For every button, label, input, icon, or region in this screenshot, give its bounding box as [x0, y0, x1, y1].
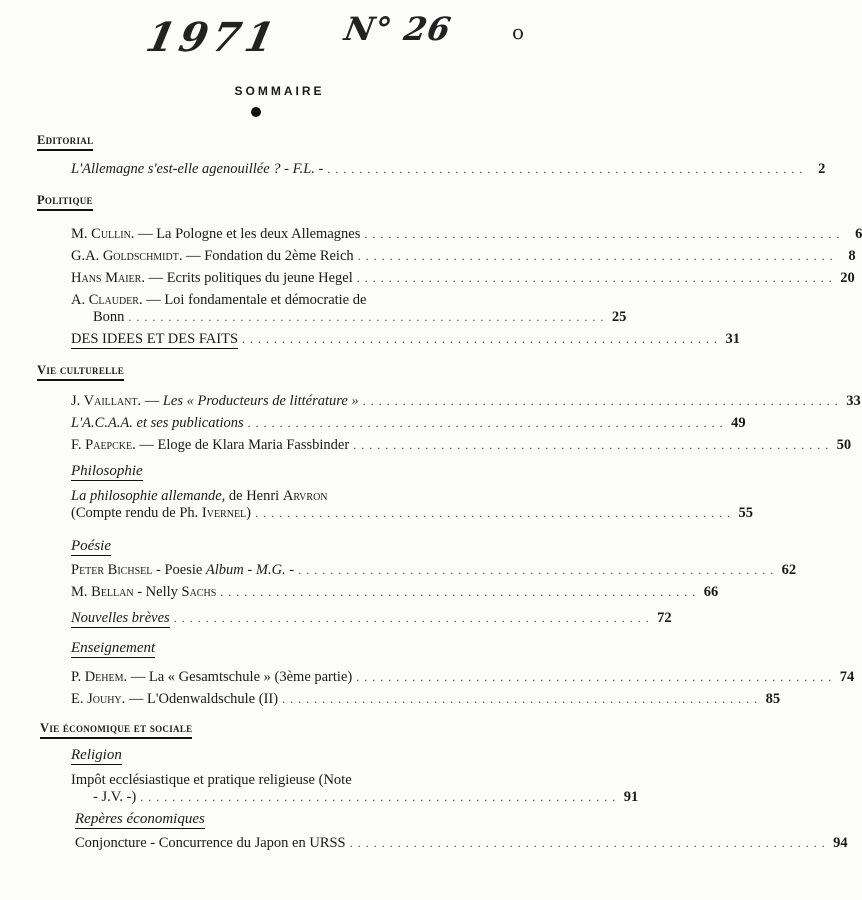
subsection-religion: Religion	[71, 747, 122, 763]
leader-dots: . . . . . . . . . . . . . . . . . . . . . . . . . . . . . . . . . . . . . . . . . . . . . . . . . . . . . . . . . . . .	[349, 836, 826, 850]
page-number: 74	[839, 669, 855, 685]
subsection-reperes-economiques: Repères économiques	[75, 811, 205, 827]
leader-dots: . . . . . . . . . . . . . . . . . . . . . . . . . . . . . . . . . . . . . . . . . . . . . . . . . . . . . . . . . . . .	[247, 416, 724, 430]
entry-title: — L'Odenwaldschule (II)	[125, 691, 279, 707]
entry-title: Impôt ecclésiastique et pratique religieuse (Note	[71, 772, 352, 788]
page-number: 6	[855, 226, 862, 242]
bullet-dot	[251, 107, 261, 117]
toc-entry-goldschmidt[interactable]	[71, 248, 856, 265]
page-number: 20	[840, 270, 855, 286]
entry-title: — Fondation du 2ème Reich	[182, 248, 354, 264]
entry-author: M. Bellan	[71, 584, 134, 600]
entry-author: E. Jouhy.	[71, 691, 126, 707]
entry-title: — Ecrits politiques du jeune Hegel	[144, 270, 353, 286]
subsection-poesie: Poésie	[71, 538, 111, 554]
page-number: 49	[731, 415, 746, 431]
entry-author: G.A. Goldschmidt.	[71, 248, 183, 264]
leader-dots: . . . . . . . . . . . . . . . . . . . . . . . . . . . . . . . . . . . . . . . . . . . . . . . . . . . . . . . . . . . .	[362, 394, 839, 408]
entry-title: — La Pologne et les deux Allemagnes	[134, 226, 361, 242]
entry-title: DES IDEES ET DES FAITS	[71, 331, 239, 347]
toc-entry-editorial[interactable]	[71, 161, 826, 178]
toc-entry-conjoncture[interactable]	[75, 835, 848, 852]
toc-entry-nouvelles-breves[interactable]	[71, 610, 672, 628]
leader-dots: . . . . . . . . . . . . . . . . . . . . . . . . . . . . . . . . . . . . . . . . . . . . . . . . . . . . . . . . . . . .	[353, 438, 830, 452]
toc-entry-maier[interactable]	[71, 270, 855, 287]
toc-entry-jouhy[interactable]	[71, 691, 781, 708]
page-number: 8	[848, 248, 856, 264]
entry-author: F. Paepcke.	[71, 437, 136, 453]
entry-text: de Henri	[225, 488, 283, 504]
leader-dots: . . . . . . . . . . . . . . . . . . . . . . . . . . . . . . . . . . . . . . . . . . . . . . . . . . . . . . . . . . . .	[298, 563, 775, 577]
page-number: 50	[836, 437, 852, 453]
leader-dots: . . . . . . . . . . . . . . . . . . . . . . . . . . . . . . . . . . . . . . . . . . . . . . . . . . . . . . . . . . . .	[242, 332, 719, 346]
entry-title-continued: - J.V. -)	[93, 789, 137, 805]
page-number: 72	[657, 610, 672, 626]
entry-title: Les « Producteurs de littérature »	[162, 393, 359, 409]
entry-title: — La « Gesamtschule » (3ème partie)	[127, 669, 353, 685]
entry-author: P. Dehem.	[71, 669, 128, 685]
section-editorial: Editorial	[37, 133, 93, 151]
toc-entry-philosophie-allemande[interactable]	[71, 488, 754, 522]
page-number: 55	[738, 505, 754, 521]
toc-entry-idees-faits[interactable]	[71, 331, 741, 349]
entry-title: L'Allemagne s'est-elle agenouillée ? - F.L. -	[71, 161, 324, 177]
handwritten-issue-number: N° 26	[341, 10, 455, 48]
toc-entry-impot[interactable]	[71, 772, 639, 806]
page-number: 33	[846, 393, 861, 409]
page-number: 85	[765, 691, 781, 707]
entry-text: (Compte rendu de Ph.	[71, 505, 202, 521]
section-vie-economique: Vie économique et sociale	[40, 721, 192, 739]
toc-entry-dehem[interactable]	[71, 669, 855, 686]
toc-entry-vaillant[interactable]	[71, 393, 861, 410]
page-number: 91	[623, 789, 639, 805]
entry-title: — Loi fondamentale et démocratie de	[142, 292, 367, 308]
entry-author: Hans Maier.	[71, 270, 145, 286]
page-title: SOMMAIRE	[234, 84, 325, 98]
leader-dots: . . . . . . . . . . . . . . . . . . . . . . . . . . . . . . . . . . . . . . . . . . . . . . . . . . . . . . . . . . . .	[140, 790, 617, 804]
entry-author: J. Vaillant.	[71, 393, 142, 409]
subsection-enseignement: Enseignement	[71, 640, 156, 656]
entry-title: Album	[205, 562, 244, 578]
entry-text: - Poesie	[152, 562, 206, 578]
entry-author: Ivernel	[201, 505, 247, 521]
entry-author: M. Cullin.	[71, 226, 135, 242]
entry-title: — Eloge de Klara Maria Fassbinder	[135, 437, 350, 453]
page-number: 31	[725, 331, 741, 347]
handwritten-year: 1971	[142, 14, 284, 61]
toc-entry-acaa[interactable]	[71, 415, 746, 432]
leader-dots: . . . . . . . . . . . . . . . . . . . . . . . . . . . . . . . . . . . . . . . . . . . . . . . . . . . . . . . . . . . .	[255, 506, 732, 520]
leader-dots: . . . . . . . . . . . . . . . . . . . . . . . . . . . . . . . . . . . . . . . . . . . . . . . . . . . . . . . . . . . .	[356, 670, 833, 684]
page-number: 94	[833, 835, 848, 851]
subsection-philosophie: Philosophie	[71, 463, 143, 479]
entry-author: A. Clauder.	[71, 292, 143, 308]
section-politique: Politique	[37, 193, 93, 211]
page-number: 66	[703, 584, 719, 600]
entry-text: - Nelly	[133, 584, 182, 600]
entry-title: Nouvelles brèves	[71, 610, 170, 626]
entry-signature: - M.G. -	[243, 562, 295, 578]
toc-entry-cullin[interactable]	[71, 226, 862, 243]
leader-dots: . . . . . . . . . . . . . . . . . . . . . . . . . . . . . . . . . . . . . . . . . . . . . . . . . . . . . . . . . . . .	[327, 162, 804, 176]
entry-dash: —	[141, 393, 163, 409]
leader-dots: . . . . . . . . . . . . . . . . . . . . . . . . . . . . . . . . . . . . . . . . . . . . . . . . . . . . . . . . . . . .	[357, 249, 834, 263]
page-number: 62	[781, 562, 797, 578]
entry-title: La philosophie allemande,	[71, 488, 226, 504]
leader-dots: . . . . . . . . . . . . . . . . . . . . . . . . . . . . . . . . . . . . . . . . . . . . . . . . . . . . . . . . . . . .	[128, 310, 605, 324]
toc-entry-bichsel[interactable]	[71, 562, 797, 579]
leader-dots: . . . . . . . . . . . . . . . . . . . . . . . . . . . . . . . . . . . . . . . . . . . . . . . . . . . . . . . . . . . .	[282, 692, 759, 706]
toc-entry-clauder[interactable]	[71, 292, 627, 326]
entry-title-continued: Bonn	[93, 309, 125, 325]
section-vie-culturelle: Vie culturelle	[37, 363, 124, 381]
page-number: 25	[611, 309, 627, 325]
entry-name: Sachs	[181, 584, 217, 600]
leader-dots: . . . . . . . . . . . . . . . . . . . . . . . . . . . . . . . . . . . . . . . . . . . . . . . . . . . . . . . . . . . .	[356, 271, 833, 285]
toc-entry-paepcke[interactable]	[71, 437, 852, 454]
leader-dots: . . . . . . . . . . . . . . . . . . . . . . . . . . . . . . . . . . . . . . . . . . . . . . . . . . . . . . . . . . . .	[173, 611, 650, 625]
entry-title: L'A.C.A.A. et ses publications	[71, 415, 244, 431]
entry-author: Arvron	[282, 488, 328, 504]
entry-title: Conjoncture - Concurrence du Japon en URSS	[75, 835, 346, 851]
page-number: 2	[818, 161, 826, 177]
entry-text: )	[246, 505, 252, 521]
entry-author: Peter Bichsel	[71, 562, 153, 578]
toc-entry-bellan[interactable]	[71, 584, 719, 601]
handwritten-corner-mark: o	[512, 20, 525, 44]
leader-dots: . . . . . . . . . . . . . . . . . . . . . . . . . . . . . . . . . . . . . . . . . . . . . . . . . . . . . . . . . . . .	[220, 585, 697, 599]
leader-dots: . . . . . . . . . . . . . . . . . . . . . . . . . . . . . . . . . . . . . . . . . . . . . . . . . . . . . . . . . . . .	[364, 227, 841, 241]
